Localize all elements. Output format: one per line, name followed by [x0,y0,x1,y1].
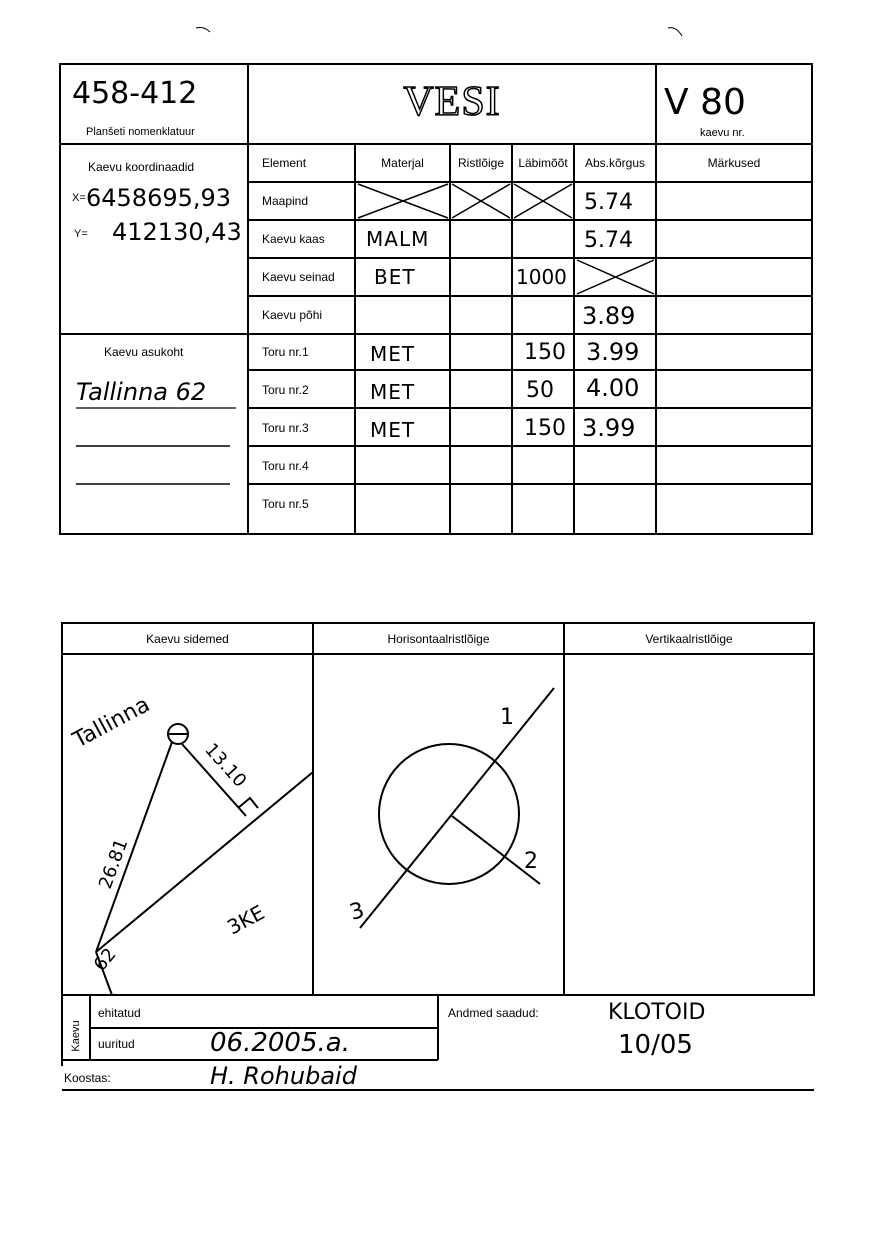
row-diameter: 1000 [516,265,567,289]
col-header-notes: Märkused [707,156,761,170]
pipe-number-label: 2 [524,849,538,874]
row-element: Toru nr.2 [262,383,309,397]
author-label: Koostas: [64,1071,111,1085]
row-diameter: 150 [524,340,566,365]
x-value: 6458695,93 [86,184,232,212]
row-diameter: 150 [524,416,566,441]
data-received-label: Andmed saadud: [448,1006,539,1020]
row-element: Toru nr.5 [262,497,309,511]
row-material: MET [370,418,416,442]
col-header-height: Abs.kõrgus [584,156,646,170]
row-height: 4.00 [586,374,640,402]
row-material: MALM [366,227,430,251]
data-received-date: 10/05 [618,1030,693,1060]
house-number-label: 62 [89,944,121,976]
row-element: Kaevu kaas [262,232,325,246]
well-number: V 80 [664,82,746,123]
built-label: ehitatud [98,1006,141,1020]
row-material: MET [370,342,416,366]
col-header-diameter: Läbimõõt [518,156,568,170]
footer-side-label: Kaevu [70,1020,82,1052]
col-header-material: Materjal [381,156,424,170]
pipe-number-label: 1 [500,705,514,730]
surveyed-value: 06.2005.a. [210,1028,350,1058]
location-label: Kaevu asukoht [104,345,184,359]
row-element: Toru nr.4 [262,459,309,473]
row-element: Kaevu seinad [262,270,335,284]
planset-label: Planšeti nomenklatuur [86,126,195,138]
well-number-label: kaevu nr. [700,127,745,139]
row-height: 3.99 [586,338,640,366]
col-header-section: Ristlõige [457,156,505,170]
row-element: Kaevu põhi [262,308,323,322]
row-height: 3.89 [582,302,636,330]
surveyed-label: uuritud [98,1037,135,1051]
distance-label: 13.10 [200,739,251,792]
street-label: Tallinna [69,692,155,754]
row-height: 5.74 [584,228,633,253]
row-material: MET [370,380,416,404]
col-header-element: Element [262,156,307,170]
row-element: Toru nr.1 [262,345,309,359]
author-value: H. Rohubaid [210,1062,357,1090]
row-height: 3.99 [582,414,636,442]
planset-number: 458-412 [72,76,198,111]
row-height: 5.74 [584,190,633,215]
coords-label: Kaevu koordinaadid [88,160,195,174]
sketch-header-connections: Kaevu sidemed [146,632,229,646]
row-material: BET [374,265,416,289]
building-label: 3KE [223,900,269,940]
card-title: VESI [403,79,501,125]
data-received-source: KLOTOID [608,1000,706,1025]
row-diameter: 50 [526,378,554,403]
distance-label: 26.81 [94,836,133,892]
row-element: Maapind [262,194,309,208]
location-value: Tallinna 62 [76,378,207,406]
sketch-header-vertical: Vertikaalristlõige [645,632,733,646]
sketch-header-horizontal: Horisontaalristlõige [387,632,490,646]
pipe-number-label: 3 [347,898,368,926]
row-element: Toru nr.3 [262,421,309,435]
y-label: Y= [74,228,88,240]
y-value: 412130,43 [112,218,242,246]
x-label: X= [72,192,86,204]
